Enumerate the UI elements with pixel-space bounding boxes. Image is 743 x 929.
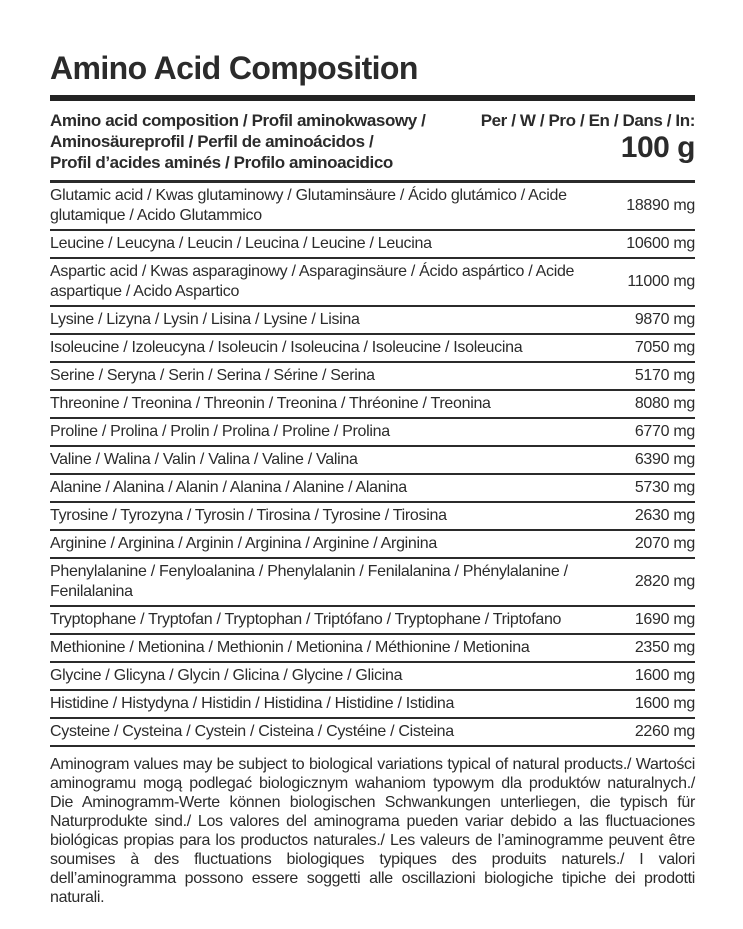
table-row	[50, 531, 695, 559]
table-header	[50, 101, 695, 183]
table-row	[50, 503, 695, 531]
row-label: Histidine / Histydyna / Histidin / Histidina / Histidine / Istidina	[50, 695, 455, 712]
table-row	[50, 183, 695, 231]
table-row	[50, 335, 695, 363]
row-value: 2070 mg	[634, 535, 695, 552]
row-value: 2820 mg	[634, 573, 695, 590]
row-value: 2350 mg	[634, 639, 695, 656]
table-row	[50, 419, 695, 447]
row-value: 10600 mg	[626, 235, 695, 252]
row-label: Methionine / Metionina / Methionin / Metionina / Méthionine / Metionina	[50, 639, 530, 656]
table-header-label-line: Aminosäureprofil / Perfil de aminoácidos /	[50, 132, 374, 151]
row-label: Alanine / Alanina / Alanin / Alanina / Alanine / Alanina	[50, 479, 407, 496]
table-row	[50, 663, 695, 691]
table-row	[50, 307, 695, 335]
per-amount-block	[481, 110, 695, 165]
row-value: 1690 mg	[634, 611, 695, 628]
table-row	[50, 719, 695, 747]
table-header-label-line: Profil d’acides aminés / Profilo aminoacidico	[50, 153, 393, 172]
row-label: Valine / Walina / Valin / Valina / Valine / Valina	[50, 451, 358, 468]
row-label: Threonine / Treonina / Threonin / Treonina / Thréonine / Treonina	[50, 395, 491, 412]
row-value: 18890 mg	[626, 197, 695, 214]
row-value: 5730 mg	[634, 479, 695, 496]
row-label: Aspartic acid / Kwas asparaginowy / Asparaginsäure / Ácido aspártico / Acide aspartique / Acido Aspartico	[50, 263, 575, 300]
table-row	[50, 635, 695, 663]
table-row	[50, 475, 695, 503]
row-value: 6390 mg	[634, 451, 695, 468]
table-header-label	[50, 110, 426, 173]
row-value: 5170 mg	[634, 367, 695, 384]
amino-table-body	[50, 183, 695, 747]
table-row	[50, 259, 695, 307]
row-value: 1600 mg	[634, 695, 695, 712]
table-row	[50, 447, 695, 475]
table-row	[50, 559, 695, 607]
row-label: Isoleucine / Izoleucyna / Isoleucin / Isoleucina / Isoleucine / Isoleucina	[50, 339, 523, 356]
row-label: Glutamic acid / Kwas glutaminowy / Glutaminsäure / Ácido glutámico / Acide glutamique / Acido Glutammico	[50, 187, 567, 224]
row-value: 2260 mg	[634, 723, 695, 740]
per-value: 100 g	[620, 131, 695, 164]
row-label: Tyrosine / Tyrozyna / Tyrosin / Tirosina / Tyrosine / Tirosina	[50, 507, 447, 524]
page-title: Amino Acid Composition	[50, 50, 418, 86]
row-label: Lysine / Lizyna / Lysin / Lisina / Lysine / Lisina	[50, 311, 360, 328]
table-row	[50, 391, 695, 419]
row-value: 1600 mg	[634, 667, 695, 684]
row-label: Leucine / Leucyna / Leucin / Leucina / Leucine / Leucina	[50, 235, 432, 252]
row-label: Proline / Prolina / Prolin / Prolina / Proline / Prolina	[50, 423, 390, 440]
table-row	[50, 363, 695, 391]
row-value: 2630 mg	[634, 507, 695, 524]
row-label: Tryptophane / Tryptofan / Tryptophan / Triptófano / Tryptophane / Triptofano	[50, 611, 562, 628]
row-value: 7050 mg	[634, 339, 695, 356]
row-value: 9870 mg	[634, 311, 695, 328]
row-label: Glycine / Glicyna / Glycin / Glicina / Glycine / Glicina	[50, 667, 403, 684]
row-value: 6770 mg	[634, 423, 695, 440]
table-header-label-line: Amino acid composition / Profil aminokwasowy /	[50, 111, 426, 130]
row-label: Serine / Seryna / Serin / Serina / Sérine / Serina	[50, 367, 375, 384]
table-row	[50, 231, 695, 259]
table-row	[50, 691, 695, 719]
per-label: Per / W / Pro / En / Dans / In:	[480, 111, 695, 130]
row-label: Phenylalanine / Fenyloalanina / Phenylalanin / Fenilalanina / Phénylalanine / Fenilalanina	[50, 563, 568, 600]
row-label: Cysteine / Cysteina / Cystein / Cisteina / Cystéine / Cisteina	[50, 723, 454, 740]
table-row	[50, 607, 695, 635]
disclaimer-text: Aminogram values may be subject to biological variations typical of natural products./ Wartości aminogramu mogą podlegać biologicznym wahaniom typowym dla produktów naturalnych./ Die Aminogramm-Werte können biologischen Schwankungen unterliegen, die typisch für Naturprodukte sind./ Los valores del aminograma pueden variar debido a las fluctuaciones biológicas propias para los productos naturales./ Les valeurs de l’aminogramme peuvent être soumises à des fluctuations biologiques typiques des produits naturels./ I valori dell’aminogramma possono essere soggetti alle oscillazioni biologiche tipiche dei prodotti naturali.	[50, 756, 695, 906]
row-value: 11000 mg	[627, 273, 695, 290]
row-label: Arginine / Arginina / Arginin / Arginina / Arginine / Arginina	[50, 535, 437, 552]
row-value: 8080 mg	[634, 395, 695, 412]
